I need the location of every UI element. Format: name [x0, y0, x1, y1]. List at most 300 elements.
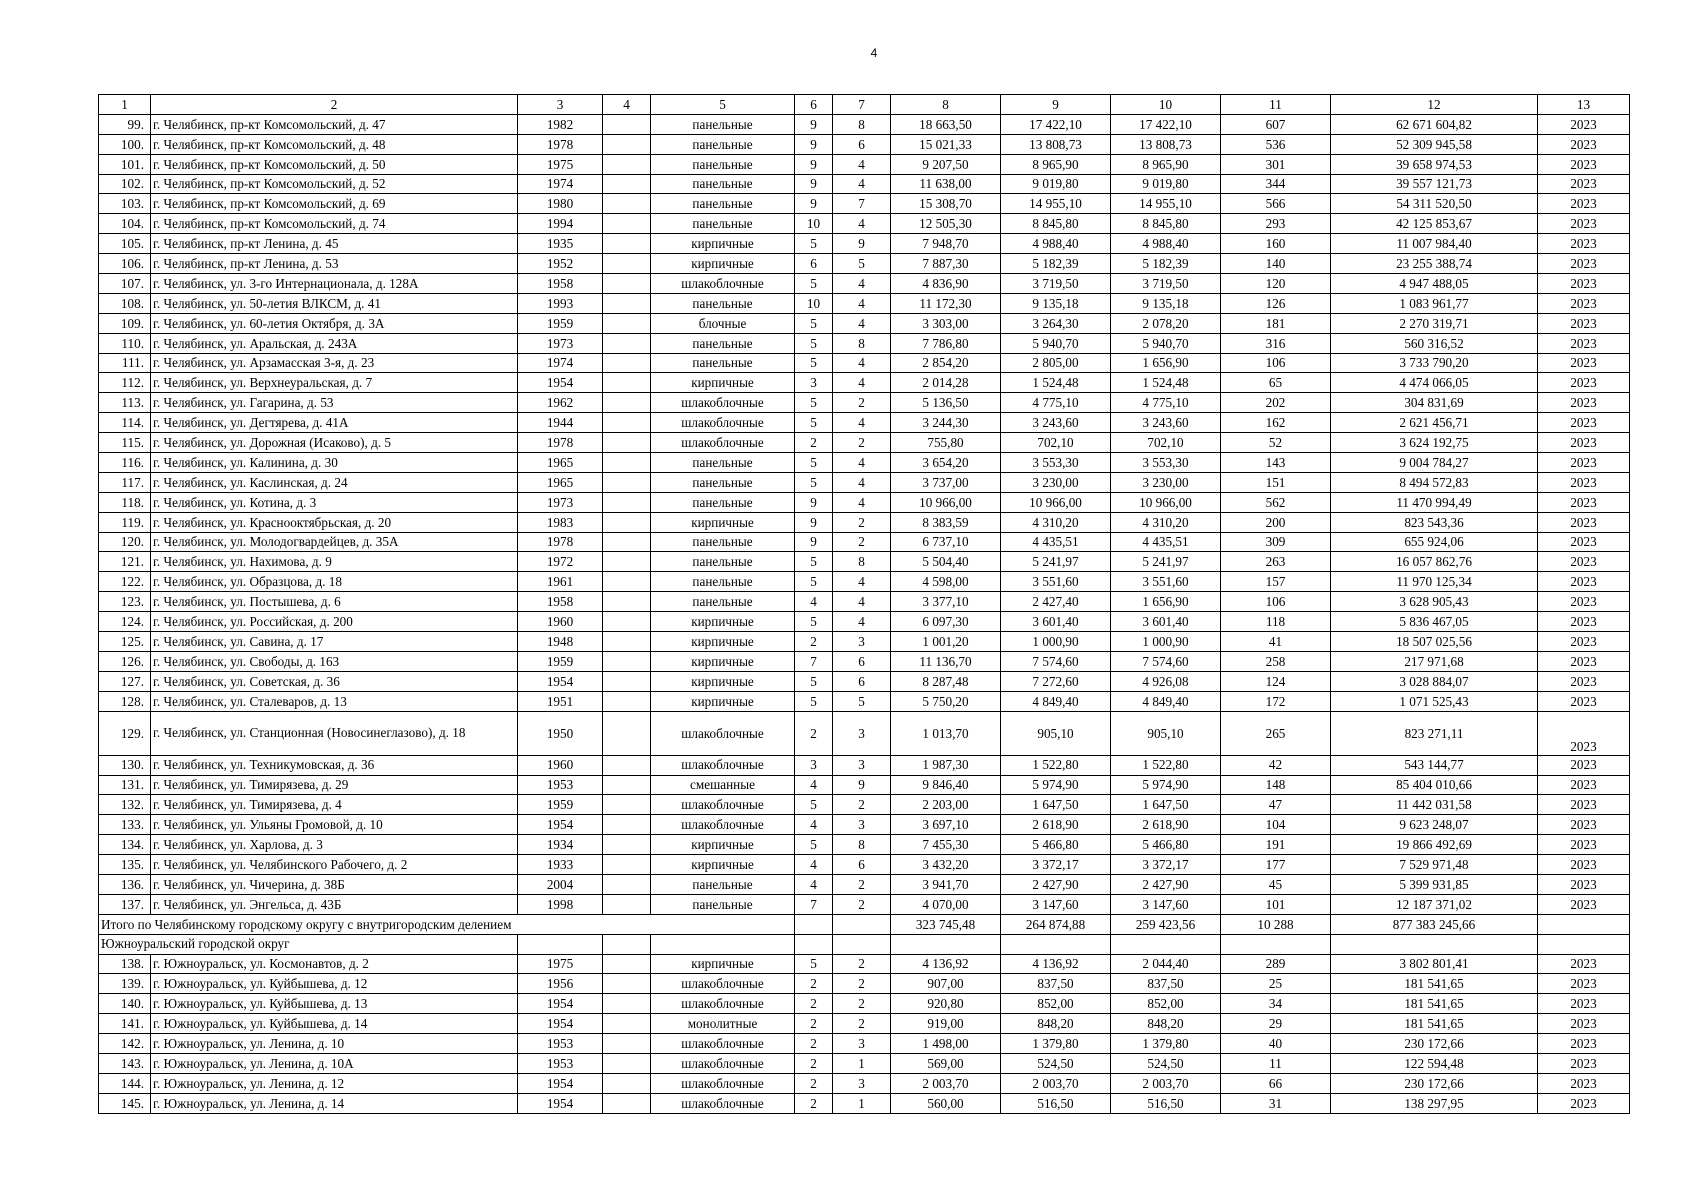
repair-cost: 181 541,65	[1331, 994, 1538, 1014]
living-area: 9 019,80	[1111, 174, 1221, 194]
repair-cost: 11 470 994,49	[1331, 492, 1538, 512]
floors-count: 5	[795, 671, 833, 691]
repair-cost: 11 442 031,58	[1331, 795, 1538, 815]
table-row	[99, 954, 1630, 974]
column-4	[603, 954, 651, 974]
living-area: 1 656,90	[1111, 353, 1221, 373]
floors-count: 5	[795, 552, 833, 572]
row-number: 114.	[99, 413, 151, 433]
table-row	[99, 472, 1630, 492]
address: г. Челябинск, ул. Краснооктябрьская, д. 20	[151, 512, 518, 532]
premises-area: 848,20	[1001, 1014, 1111, 1034]
address: г. Челябинск, пр-кт Комсомольский, д. 52	[151, 174, 518, 194]
address: г. Челябинск, ул. Техникумовская, д. 36	[151, 755, 518, 775]
column-4	[603, 815, 651, 835]
column-number: 4	[603, 95, 651, 115]
row-number: 100.	[99, 134, 151, 154]
column-number: 7	[833, 95, 891, 115]
column-number: 9	[1001, 95, 1111, 115]
living-area: 17 422,10	[1111, 114, 1221, 134]
address: г. Челябинск, ул. Калинина, д. 30	[151, 453, 518, 473]
year-built: 1956	[518, 974, 603, 994]
year-built: 1980	[518, 194, 603, 214]
total-area: 11 172,30	[891, 293, 1001, 313]
table-row	[99, 333, 1630, 353]
repair-cost: 18 507 025,56	[1331, 632, 1538, 652]
floors-count: 4	[795, 815, 833, 835]
address: г. Челябинск, ул. Харлова, д. 3	[151, 835, 518, 855]
entrances-count: 2	[833, 954, 891, 974]
residents-count: 289	[1221, 954, 1331, 974]
column-number: 5	[651, 95, 795, 115]
table-row	[99, 974, 1630, 994]
entrances-count: 6	[833, 134, 891, 154]
entrances-count: 2	[833, 532, 891, 552]
planned-year: 2023	[1538, 671, 1630, 691]
address: г. Челябинск, ул. Образцова, д. 18	[151, 572, 518, 592]
entrances-count: 2	[833, 433, 891, 453]
premises-area: 516,50	[1001, 1093, 1111, 1113]
total-area: 560,00	[891, 1093, 1001, 1113]
year-built: 1998	[518, 894, 603, 914]
residents-count: 265	[1221, 711, 1331, 755]
entrances-count: 4	[833, 274, 891, 294]
year-built: 1953	[518, 775, 603, 795]
address: г. Челябинск, пр-кт Комсомольский, д. 69	[151, 194, 518, 214]
repair-cost: 3 028 884,07	[1331, 671, 1538, 691]
floors-count: 7	[795, 651, 833, 671]
row-number: 122.	[99, 572, 151, 592]
entrances-count: 4	[833, 572, 891, 592]
table-row	[99, 274, 1630, 294]
planned-year: 2023	[1538, 855, 1630, 875]
residents-count: 566	[1221, 194, 1331, 214]
repair-cost: 3 628 905,43	[1331, 592, 1538, 612]
wall-material: шлакоблочные	[651, 413, 795, 433]
entrances-count: 8	[833, 835, 891, 855]
empty-cell	[1221, 934, 1331, 954]
living-area: 14 955,10	[1111, 194, 1221, 214]
residents-count: 11	[1221, 1053, 1331, 1073]
premises-area: 1 524,48	[1001, 373, 1111, 393]
residents-count: 47	[1221, 795, 1331, 815]
row-number: 132.	[99, 795, 151, 815]
floors-count: 5	[795, 472, 833, 492]
row-number: 142.	[99, 1034, 151, 1054]
year-built: 1944	[518, 413, 603, 433]
column-number: 12	[1331, 95, 1538, 115]
living-area: 3 147,60	[1111, 894, 1221, 914]
planned-year: 2023	[1538, 154, 1630, 174]
entrances-count: 4	[833, 214, 891, 234]
planned-year: 2023	[1538, 353, 1630, 373]
planned-year: 2023	[1538, 114, 1630, 134]
repair-cost: 560 316,52	[1331, 333, 1538, 353]
row-number: 129.	[99, 711, 151, 755]
row-number: 143.	[99, 1053, 151, 1073]
table-row	[99, 815, 1630, 835]
planned-year: 2023	[1538, 775, 1630, 795]
column-4	[603, 373, 651, 393]
living-area: 1 379,80	[1111, 1034, 1221, 1054]
column-4	[603, 775, 651, 795]
premises-area: 7 574,60	[1001, 651, 1111, 671]
row-number: 115.	[99, 433, 151, 453]
year-built: 1993	[518, 293, 603, 313]
total-area: 1 013,70	[891, 711, 1001, 755]
total-area: 919,00	[891, 1014, 1001, 1034]
column-number: 2	[151, 95, 518, 115]
residents-count: 106	[1221, 592, 1331, 612]
total-area: 2 203,00	[891, 795, 1001, 815]
address: г. Южноуральск, ул. Ленина, д. 12	[151, 1073, 518, 1093]
premises-area: 4 136,92	[1001, 954, 1111, 974]
wall-material: шлакоблочные	[651, 1093, 795, 1113]
floors-count: 2	[795, 632, 833, 652]
residents-count: 126	[1221, 293, 1331, 313]
planned-year: 2023	[1538, 174, 1630, 194]
page-number: 4	[870, 46, 878, 60]
column-4	[603, 612, 651, 632]
floors-count: 2	[795, 1073, 833, 1093]
address: г. Челябинск, ул. Энгельса, д. 43Б	[151, 894, 518, 914]
living-area: 4 435,51	[1111, 532, 1221, 552]
repair-cost: 217 971,68	[1331, 651, 1538, 671]
premises-area: 2 618,90	[1001, 815, 1111, 835]
premises-area: 2 427,40	[1001, 592, 1111, 612]
planned-year: 2023	[1538, 313, 1630, 333]
table-row	[99, 254, 1630, 274]
wall-material: панельные	[651, 874, 795, 894]
wall-material: монолитные	[651, 1014, 795, 1034]
repair-cost: 39 557 121,73	[1331, 174, 1538, 194]
year-built: 1959	[518, 651, 603, 671]
living-area: 13 808,73	[1111, 134, 1221, 154]
row-number: 116.	[99, 453, 151, 473]
table-row	[99, 592, 1630, 612]
planned-year: 2023	[1538, 1093, 1630, 1113]
residents-count: 162	[1221, 413, 1331, 433]
wall-material: панельные	[651, 134, 795, 154]
living-area: 2 003,70	[1111, 1073, 1221, 1093]
wall-material: кирпичные	[651, 835, 795, 855]
column-4	[603, 651, 651, 671]
floors-count: 10	[795, 293, 833, 313]
premises-area: 10 966,00	[1001, 492, 1111, 512]
wall-material: панельные	[651, 194, 795, 214]
table-row	[99, 795, 1630, 815]
table-row	[99, 492, 1630, 512]
entrances-count: 8	[833, 333, 891, 353]
total-area: 3 303,00	[891, 313, 1001, 333]
year-built: 1960	[518, 612, 603, 632]
planned-year: 2023	[1538, 994, 1630, 1014]
table-row	[99, 552, 1630, 572]
planned-year: 2023	[1538, 651, 1630, 671]
repair-cost: 1 083 961,77	[1331, 293, 1538, 313]
entrances-count: 4	[833, 293, 891, 313]
living-area: 702,10	[1111, 433, 1221, 453]
floors-count: 2	[795, 994, 833, 1014]
living-area: 905,10	[1111, 711, 1221, 755]
wall-material: шлакоблочные	[651, 1073, 795, 1093]
floors-count: 2	[795, 711, 833, 755]
housing-register-table	[98, 94, 1630, 1114]
living-area: 1 522,80	[1111, 755, 1221, 775]
empty-cell	[1331, 934, 1538, 954]
wall-material: шлакоблочные	[651, 974, 795, 994]
entrances-count: 7	[833, 194, 891, 214]
repair-cost: 230 172,66	[1331, 1073, 1538, 1093]
address: г. Южноуральск, ул. Ленина, д. 10	[151, 1034, 518, 1054]
repair-cost: 2 621 456,71	[1331, 413, 1538, 433]
wall-material: кирпичные	[651, 691, 795, 711]
entrances-count: 6	[833, 855, 891, 875]
planned-year: 2023	[1538, 293, 1630, 313]
total-area: 6 737,10	[891, 532, 1001, 552]
row-number: 139.	[99, 974, 151, 994]
address: г. Челябинск, ул. Советская, д. 36	[151, 671, 518, 691]
repair-cost: 823 543,36	[1331, 512, 1538, 532]
floors-count: 2	[795, 1053, 833, 1073]
residents-count: 172	[1221, 691, 1331, 711]
residents-count: 52	[1221, 433, 1331, 453]
address: г. Челябинск, пр-кт Ленина, д. 45	[151, 234, 518, 254]
wall-material: блочные	[651, 313, 795, 333]
total-area: 1 498,00	[891, 1034, 1001, 1054]
floors-count: 4	[795, 775, 833, 795]
table-row	[99, 711, 1630, 755]
wall-material: кирпичные	[651, 855, 795, 875]
entrances-count: 2	[833, 994, 891, 1014]
table-row	[99, 453, 1630, 473]
planned-year: 2023	[1538, 552, 1630, 572]
row-number: 102.	[99, 174, 151, 194]
floors-count: 2	[795, 974, 833, 994]
entrances-count: 6	[833, 671, 891, 691]
total-area: 2 014,28	[891, 373, 1001, 393]
living-area: 3 243,60	[1111, 413, 1221, 433]
total-area: 11 638,00	[891, 174, 1001, 194]
year-built: 1965	[518, 472, 603, 492]
address: г. Челябинск, ул. 60-летия Октября, д. 3А	[151, 313, 518, 333]
residents-count: 34	[1221, 994, 1331, 1014]
premises-area: 9 135,18	[1001, 293, 1111, 313]
year-built: 1959	[518, 313, 603, 333]
floors-count: 5	[795, 313, 833, 333]
floors-count: 3	[795, 755, 833, 775]
planned-year: 2023	[1538, 894, 1630, 914]
entrances-count: 3	[833, 815, 891, 835]
row-number: 105.	[99, 234, 151, 254]
repair-cost: 39 658 974,53	[1331, 154, 1538, 174]
table-row	[99, 194, 1630, 214]
floors-count: 10	[795, 214, 833, 234]
address: г. Челябинск, ул. Сталеваров, д. 13	[151, 691, 518, 711]
living-area: 5 182,39	[1111, 254, 1221, 274]
column-4	[603, 353, 651, 373]
wall-material: панельные	[651, 472, 795, 492]
address: г. Челябинск, ул. Каслинская, д. 24	[151, 472, 518, 492]
planned-year: 2023	[1538, 632, 1630, 652]
living-area: 4 926,08	[1111, 671, 1221, 691]
wall-material: панельные	[651, 154, 795, 174]
living-area: 1 656,90	[1111, 592, 1221, 612]
floors-count: 9	[795, 174, 833, 194]
row-number: 111.	[99, 353, 151, 373]
year-built: 1953	[518, 1053, 603, 1073]
row-number: 120.	[99, 532, 151, 552]
table-row	[99, 154, 1630, 174]
total-area: 10 966,00	[891, 492, 1001, 512]
entrances-count: 4	[833, 353, 891, 373]
address: г. Челябинск, ул. Савина, д. 17	[151, 632, 518, 652]
table-row	[99, 755, 1630, 775]
residents-count: 148	[1221, 775, 1331, 795]
column-4	[603, 691, 651, 711]
wall-material: панельные	[651, 114, 795, 134]
column-4	[603, 994, 651, 1014]
entrances-count: 1	[833, 1053, 891, 1073]
column-4	[603, 254, 651, 274]
year-built: 1950	[518, 711, 603, 755]
address: г. Челябинск, ул. Дорожная (Исаково), д. 5	[151, 433, 518, 453]
row-number: 123.	[99, 592, 151, 612]
residents-count: 202	[1221, 393, 1331, 413]
address: г. Челябинск, ул. Верхнеуральская, д. 7	[151, 373, 518, 393]
wall-material: кирпичные	[651, 373, 795, 393]
residents-count: 41	[1221, 632, 1331, 652]
total-area: 3 697,10	[891, 815, 1001, 835]
floors-count: 4	[795, 874, 833, 894]
row-number: 136.	[99, 874, 151, 894]
premises-area: 2 805,00	[1001, 353, 1111, 373]
address: г. Челябинск, ул. Тимирязева, д. 29	[151, 775, 518, 795]
address: г. Южноуральск, ул. Космонавтов, д. 2	[151, 954, 518, 974]
repair-cost: 122 594,48	[1331, 1053, 1538, 1073]
total-area: 1 001,20	[891, 632, 1001, 652]
total-premises-area: 264 874,88	[1001, 914, 1111, 934]
repair-cost: 23 255 388,74	[1331, 254, 1538, 274]
table-row	[99, 413, 1630, 433]
wall-material: шлакоблочные	[651, 433, 795, 453]
address: г. Челябинск, ул. Котина, д. 3	[151, 492, 518, 512]
total-living-area: 259 423,56	[1111, 914, 1221, 934]
address: г. Челябинск, ул. Арзамасская 3-я, д. 23	[151, 353, 518, 373]
year-built: 1965	[518, 453, 603, 473]
table-row	[99, 572, 1630, 592]
living-area: 5 466,80	[1111, 835, 1221, 855]
repair-cost: 11 970 125,34	[1331, 572, 1538, 592]
row-number: 127.	[99, 671, 151, 691]
floors-count: 6	[795, 254, 833, 274]
table-row	[99, 1073, 1630, 1093]
wall-material: шлакоблочные	[651, 815, 795, 835]
row-number: 125.	[99, 632, 151, 652]
total-repair-cost: 877 383 245,66	[1331, 914, 1538, 934]
table-body	[99, 95, 1630, 1114]
residents-count: 301	[1221, 154, 1331, 174]
wall-material: панельные	[651, 353, 795, 373]
column-4	[603, 671, 651, 691]
row-number: 128.	[99, 691, 151, 711]
planned-year: 2023	[1538, 1053, 1630, 1073]
table-row	[99, 775, 1630, 795]
residents-count: 191	[1221, 835, 1331, 855]
address: г. Челябинск, ул. Челябинского Рабочего, д. 2	[151, 855, 518, 875]
row-number: 99.	[99, 114, 151, 134]
living-area: 1 524,48	[1111, 373, 1221, 393]
wall-material: панельные	[651, 894, 795, 914]
residents-count: 263	[1221, 552, 1331, 572]
wall-material: панельные	[651, 214, 795, 234]
wall-material: панельные	[651, 572, 795, 592]
address: г. Челябинск, пр-кт Комсомольский, д. 74	[151, 214, 518, 234]
table-row	[99, 373, 1630, 393]
row-number: 135.	[99, 855, 151, 875]
table-row	[99, 134, 1630, 154]
total-area: 5 750,20	[891, 691, 1001, 711]
premises-area: 3 147,60	[1001, 894, 1111, 914]
floors-count: 5	[795, 612, 833, 632]
residents-count: 42	[1221, 755, 1331, 775]
table-row	[99, 874, 1630, 894]
entrances-count: 4	[833, 413, 891, 433]
total-area: 6 097,30	[891, 612, 1001, 632]
section-heading: Южноуральский городской округ	[99, 934, 518, 954]
address: г. Челябинск, пр-кт Комсомольский, д. 50	[151, 154, 518, 174]
floors-count: 5	[795, 393, 833, 413]
repair-cost: 1 071 525,43	[1331, 691, 1538, 711]
year-built: 1962	[518, 393, 603, 413]
column-number: 13	[1538, 95, 1630, 115]
year-built: 1983	[518, 512, 603, 532]
table-row	[99, 532, 1630, 552]
table-row	[99, 393, 1630, 413]
premises-area: 5 466,80	[1001, 835, 1111, 855]
premises-area: 3 264,30	[1001, 313, 1111, 333]
row-number: 110.	[99, 333, 151, 353]
floors-count: 4	[795, 592, 833, 612]
year-built: 1961	[518, 572, 603, 592]
floors-count: 9	[795, 532, 833, 552]
premises-area: 3 601,40	[1001, 612, 1111, 632]
total-area: 3 654,20	[891, 453, 1001, 473]
entrances-count: 4	[833, 174, 891, 194]
column-number: 10	[1111, 95, 1221, 115]
premises-area: 4 988,40	[1001, 234, 1111, 254]
wall-material: панельные	[651, 492, 795, 512]
premises-area: 4 849,40	[1001, 691, 1111, 711]
repair-cost: 2 270 319,71	[1331, 313, 1538, 333]
year-built: 1982	[518, 114, 603, 134]
floors-count: 5	[795, 835, 833, 855]
total-area: 4 136,92	[891, 954, 1001, 974]
repair-cost: 181 541,65	[1331, 1014, 1538, 1034]
entrances-count: 9	[833, 234, 891, 254]
floors-count: 5	[795, 453, 833, 473]
table-row	[99, 1093, 1630, 1113]
total-area: 2 003,70	[891, 1073, 1001, 1093]
address: г. Челябинск, ул. 50-летия ВЛКСМ, д. 41	[151, 293, 518, 313]
table-row	[99, 994, 1630, 1014]
living-area: 8 965,90	[1111, 154, 1221, 174]
address: г. Челябинск, пр-кт Комсомольский, д. 48	[151, 134, 518, 154]
planned-year: 2023	[1538, 393, 1630, 413]
row-number: 109.	[99, 313, 151, 333]
year-built: 1974	[518, 174, 603, 194]
total-area: 12 505,30	[891, 214, 1001, 234]
